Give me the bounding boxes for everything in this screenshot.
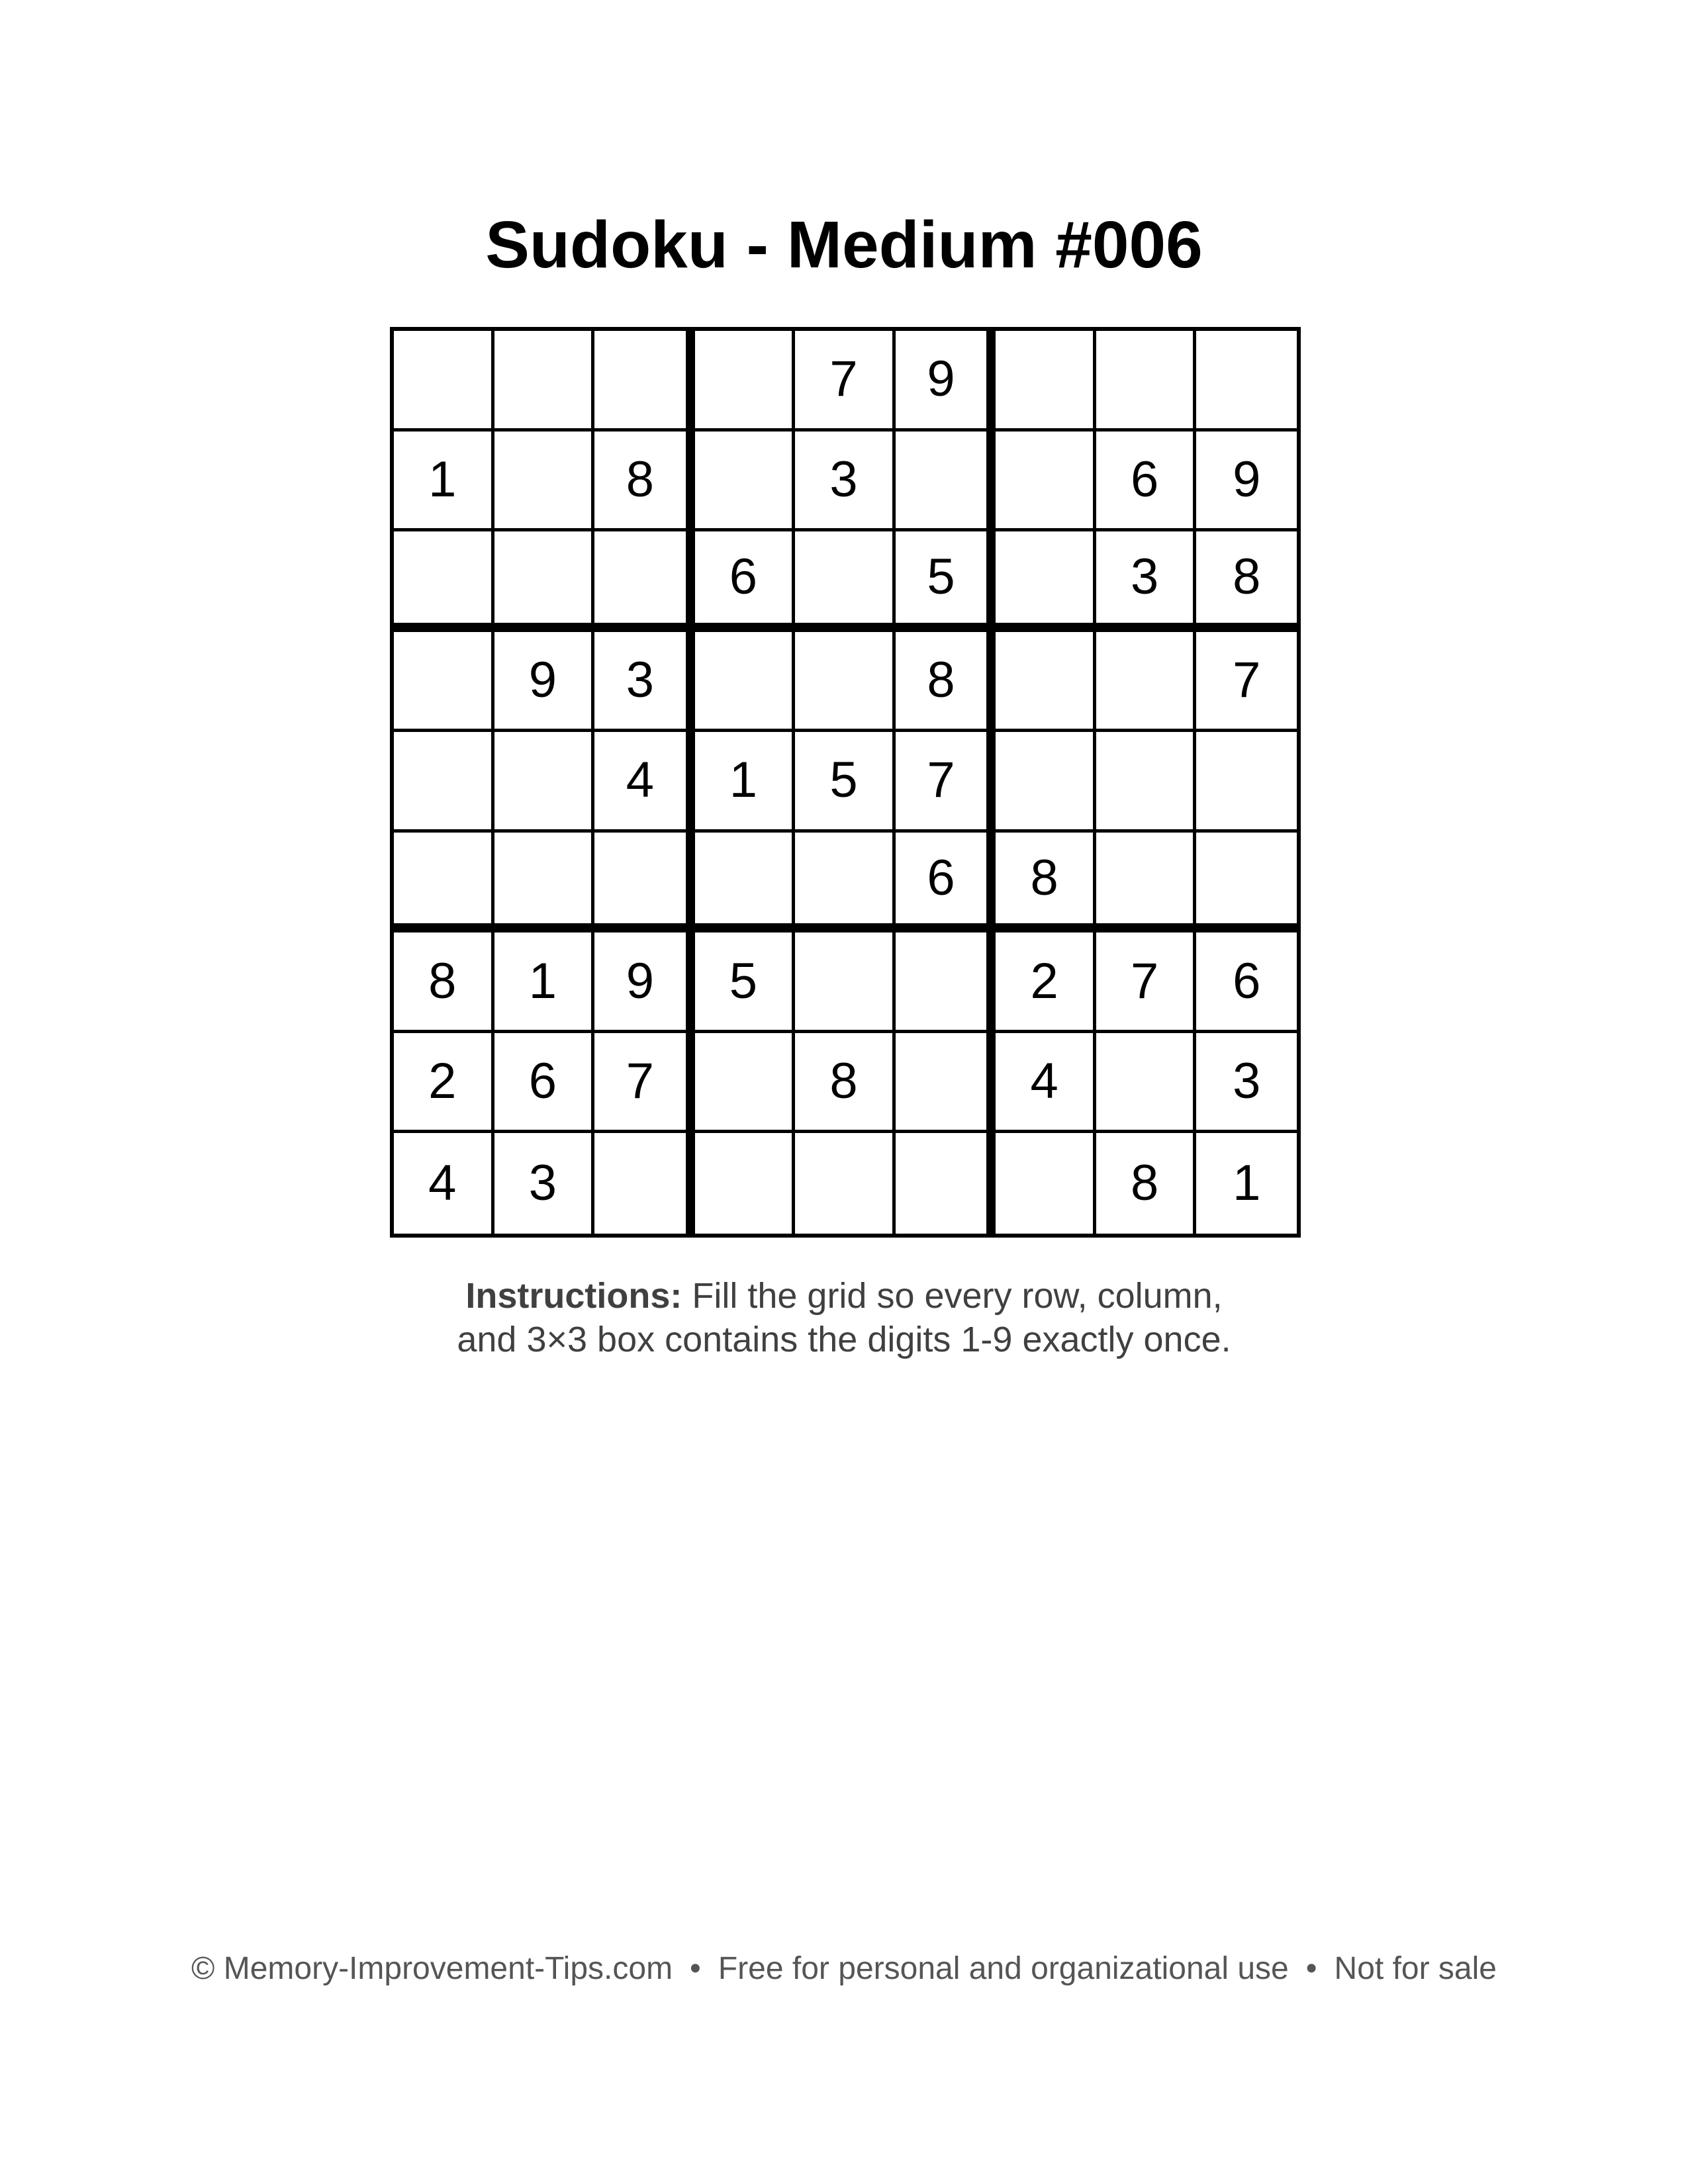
sudoku-cell-r3-c2[interactable] (494, 531, 595, 632)
sudoku-cell-r6-c2[interactable] (494, 833, 595, 933)
sudoku-cell-r7-c5[interactable] (795, 933, 896, 1033)
sudoku-cell-r2-c5: 3 (795, 432, 896, 532)
sudoku-cell-r4-c4[interactable] (695, 632, 796, 733)
sudoku-cell-r1-c2[interactable] (494, 331, 595, 432)
sudoku-cell-r7-c9: 6 (1196, 933, 1297, 1033)
sudoku-cell-r6-c1[interactable] (394, 833, 494, 933)
sudoku-cell-r2-c8: 6 (1096, 432, 1197, 532)
sudoku-cell-r5-c5: 5 (795, 732, 896, 833)
sudoku-cell-r2-c1: 1 (394, 432, 494, 532)
sudoku-cell-r5-c9[interactable] (1196, 732, 1297, 833)
sudoku-cell-r3-c8: 3 (1096, 531, 1197, 632)
sudoku-cell-r4-c2: 9 (494, 632, 595, 733)
sudoku-cell-r9-c7[interactable] (996, 1133, 1096, 1234)
footer-copyright: © Memory-Improvement-Tips.com (191, 1951, 673, 1986)
sudoku-cell-r6-c7: 8 (996, 833, 1096, 933)
sudoku-cell-r6-c9[interactable] (1196, 833, 1297, 933)
instructions-text-1: Fill the grid so every row, column, (692, 1276, 1223, 1316)
sudoku-cell-r1-c1[interactable] (394, 331, 494, 432)
sudoku-cell-r7-c1: 8 (394, 933, 494, 1033)
sudoku-cell-r5-c2[interactable] (494, 732, 595, 833)
sudoku-cell-r9-c2: 3 (494, 1133, 595, 1234)
sudoku-cell-r1-c4[interactable] (695, 331, 796, 432)
sudoku-cell-r3-c3[interactable] (594, 531, 695, 632)
footer-separator-2: • (1305, 1951, 1317, 1986)
sudoku-cell-r9-c1: 4 (394, 1133, 494, 1234)
sudoku-cell-r3-c9: 8 (1196, 531, 1297, 632)
sudoku-cell-r3-c1[interactable] (394, 531, 494, 632)
instructions-label: Instructions: (465, 1276, 682, 1316)
sudoku-cell-r8-c3: 7 (594, 1033, 695, 1134)
sudoku-cell-r4-c8[interactable] (1096, 632, 1197, 733)
sudoku-cell-r9-c5[interactable] (795, 1133, 896, 1234)
sudoku-cell-r2-c3: 8 (594, 432, 695, 532)
sudoku-cell-r7-c3: 9 (594, 933, 695, 1033)
sudoku-cell-r5-c8[interactable] (1096, 732, 1197, 833)
sudoku-cell-r7-c2: 1 (494, 933, 595, 1033)
sudoku-cell-r4-c1[interactable] (394, 632, 494, 733)
puzzle-title: Sudoku - Medium #006 (485, 208, 1203, 282)
sudoku-cell-r7-c4: 5 (695, 933, 796, 1033)
instructions (0, 1274, 1688, 1361)
sudoku-cell-r4-c5[interactable] (795, 632, 896, 733)
sudoku-cell-r8-c5: 8 (795, 1033, 896, 1134)
sudoku-grid (390, 327, 1301, 1238)
sudoku-cell-r9-c6[interactable] (896, 1133, 996, 1234)
footer-notice: Not for sale (1334, 1951, 1497, 1986)
sudoku-cell-r8-c9: 3 (1196, 1033, 1297, 1134)
instructions-text-2: and 3×3 box contains the digits 1-9 exactly once. (457, 1320, 1231, 1359)
sudoku-cell-r8-c6[interactable] (896, 1033, 996, 1134)
footer-license: Free for personal and organizational use (718, 1951, 1289, 1986)
sudoku-cell-r9-c9: 1 (1196, 1133, 1297, 1234)
instructions-line-1 (0, 1274, 1688, 1318)
sudoku-cell-r1-c3[interactable] (594, 331, 695, 432)
sudoku-cell-r5-c7[interactable] (996, 732, 1096, 833)
sudoku-cell-r5-c1[interactable] (394, 732, 494, 833)
sudoku-cell-r1-c7[interactable] (996, 331, 1096, 432)
sudoku-cell-r6-c3[interactable] (594, 833, 695, 933)
sudoku-cell-r8-c7: 4 (996, 1033, 1096, 1134)
sudoku-cell-r8-c4[interactable] (695, 1033, 796, 1134)
footer (0, 1949, 1688, 1989)
sudoku-cell-r2-c9: 9 (1196, 432, 1297, 532)
sudoku-cell-r7-c8: 7 (1096, 933, 1197, 1033)
sudoku-cell-r6-c5[interactable] (795, 833, 896, 933)
sudoku-cell-r4-c7[interactable] (996, 632, 1096, 733)
sudoku-cell-r3-c6: 5 (896, 531, 996, 632)
sudoku-cell-r2-c4[interactable] (695, 432, 796, 532)
sudoku-cell-r6-c6: 6 (896, 833, 996, 933)
sudoku-cell-r9-c4[interactable] (695, 1133, 796, 1234)
sudoku-cell-r5-c6: 7 (896, 732, 996, 833)
sudoku-cell-r3-c4: 6 (695, 531, 796, 632)
sudoku-cell-r5-c3: 4 (594, 732, 695, 833)
sudoku-cell-r1-c8[interactable] (1096, 331, 1197, 432)
sudoku-cell-r4-c6: 8 (896, 632, 996, 733)
sudoku-cell-r6-c4[interactable] (695, 833, 796, 933)
sudoku-cell-r8-c1: 2 (394, 1033, 494, 1134)
sudoku-cell-r5-c4: 1 (695, 732, 796, 833)
sudoku-cell-r6-c8[interactable] (1096, 833, 1197, 933)
sudoku-cell-r7-c6[interactable] (896, 933, 996, 1033)
sudoku-cell-r3-c5[interactable] (795, 531, 896, 632)
sudoku-cell-r1-c6: 9 (896, 331, 996, 432)
sudoku-cell-r4-c3: 3 (594, 632, 695, 733)
sudoku-cell-r8-c8[interactable] (1096, 1033, 1197, 1134)
sudoku-cell-r9-c8: 8 (1096, 1133, 1197, 1234)
sudoku-cell-r2-c2[interactable] (494, 432, 595, 532)
sudoku-cell-r1-c9[interactable] (1196, 331, 1297, 432)
sudoku-cell-r1-c5: 7 (795, 331, 896, 432)
sudoku-cell-r4-c9: 7 (1196, 632, 1297, 733)
sudoku-cell-r2-c7[interactable] (996, 432, 1096, 532)
sudoku-cell-r8-c2: 6 (494, 1033, 595, 1134)
footer-separator-1: • (690, 1951, 701, 1986)
sudoku-cell-r7-c7: 2 (996, 933, 1096, 1033)
sudoku-cell-r2-c6[interactable] (896, 432, 996, 532)
sudoku-cell-r9-c3[interactable] (594, 1133, 695, 1234)
sudoku-cell-r3-c7[interactable] (996, 531, 1096, 632)
